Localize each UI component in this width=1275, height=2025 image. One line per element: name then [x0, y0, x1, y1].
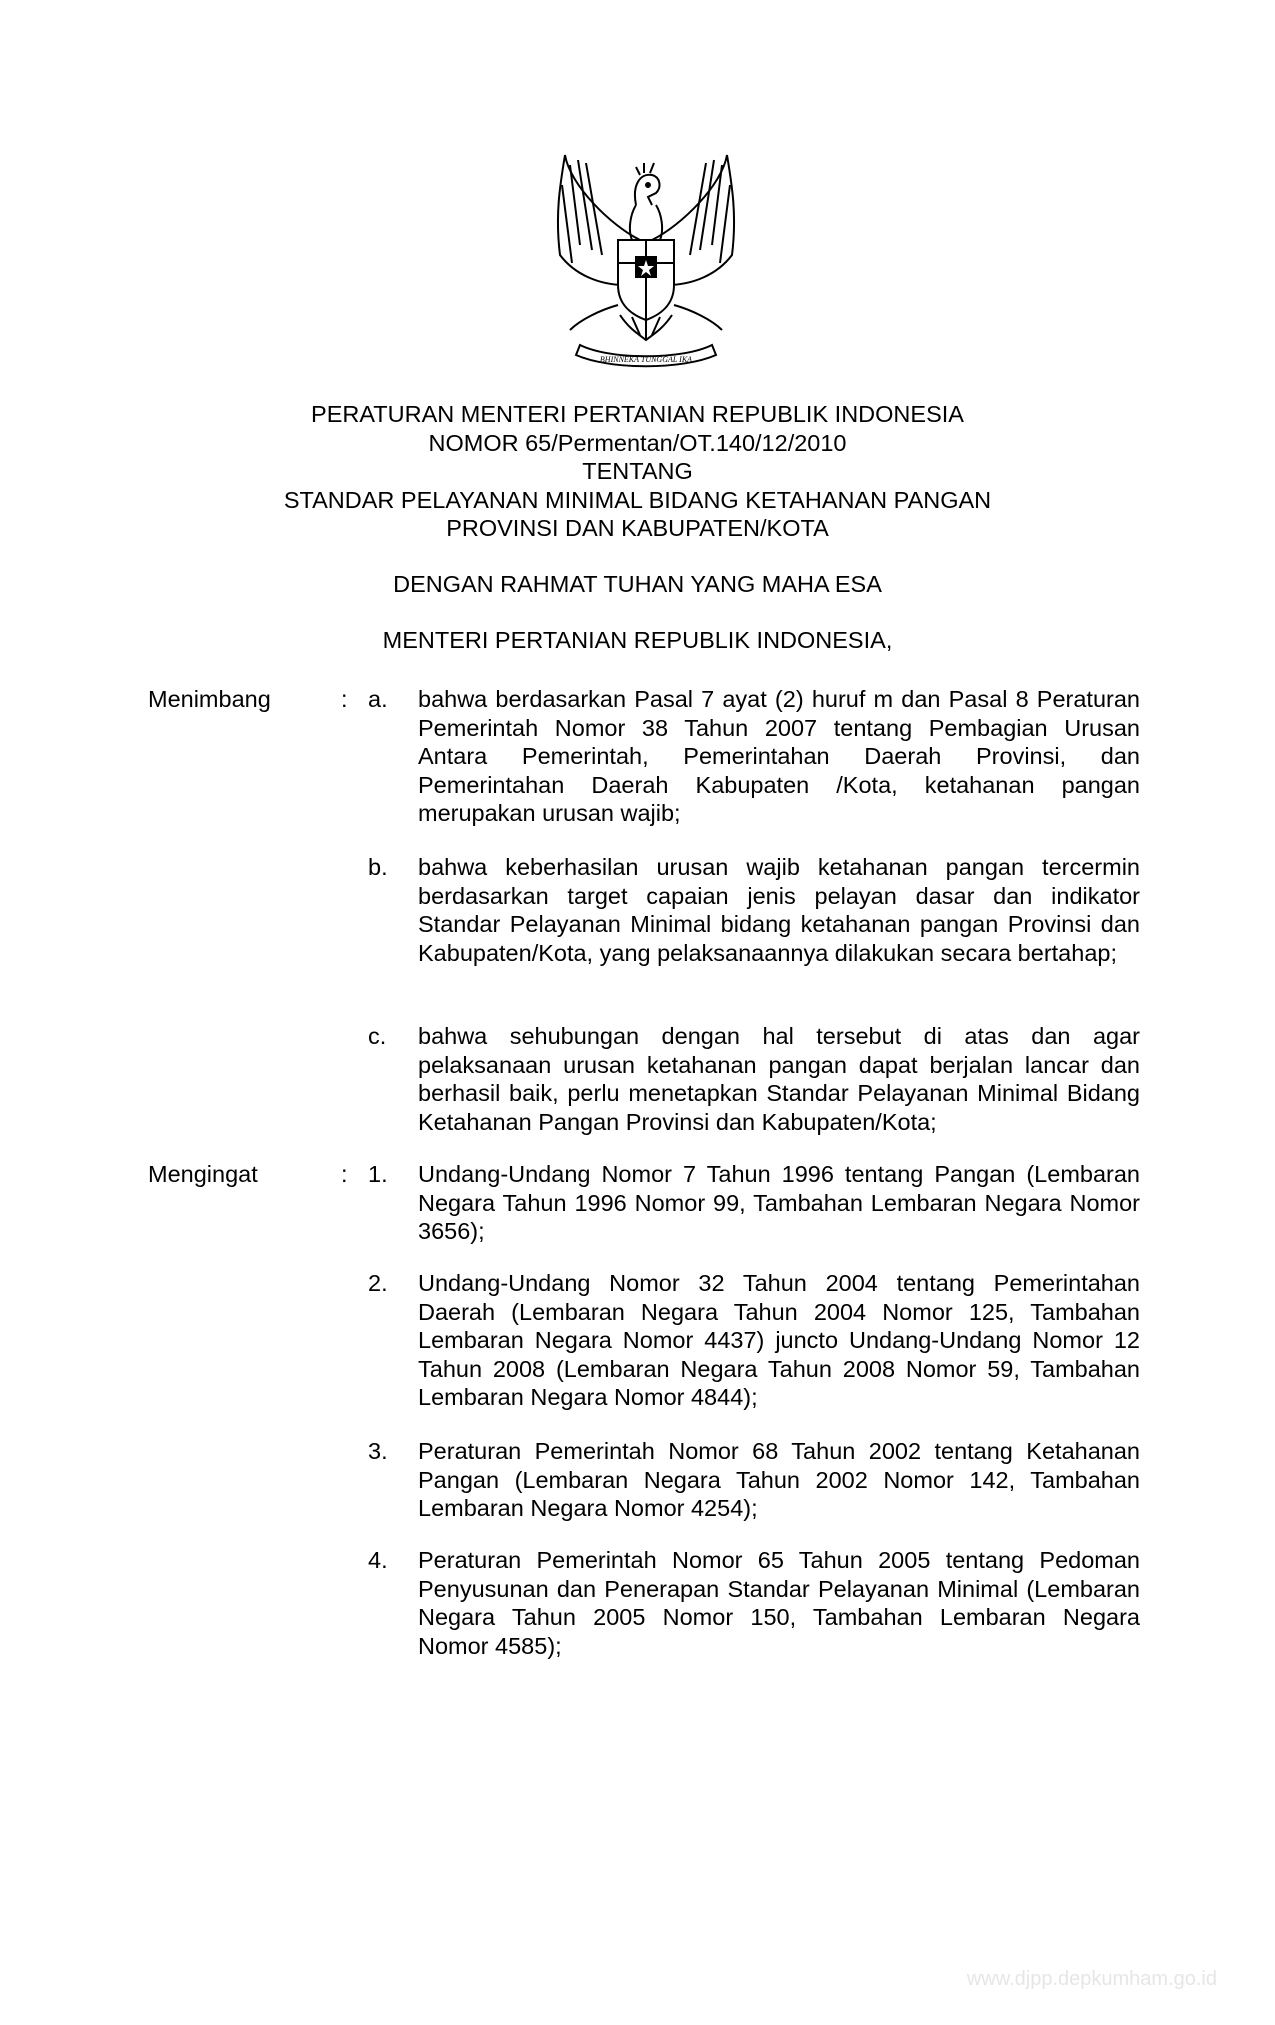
- mengingat-item-text: Peraturan Pemerintah Nomor 65 Tahun 2005 tentang Pedoman Penyusunan dan Penerapan Standar Pelayanan Minimal (Lembaran Negara Tahun 2005 Nomor 150, Tambahan Lembaran Negara Nomor 4585);: [418, 1547, 1140, 1659]
- menimbang-item-marker: a.: [368, 686, 388, 712]
- title-line-number: NOMOR 65/Permentan/OT.140/12/2010: [428, 429, 847, 456]
- menimbang-label: Menimbang: [148, 686, 271, 712]
- title-line-subject: STANDAR PELAYANAN MINIMAL BIDANG KETAHANAN PANGAN: [283, 486, 992, 513]
- title-line-regulation: PERATURAN MENTERI PERTANIAN REPUBLIK INDONESIA: [311, 401, 964, 427]
- mengingat-colon: :: [341, 1161, 348, 1187]
- emblem-motto: BHINNEKA TUNGGAL IKA: [599, 355, 693, 364]
- menimbang-colon: :: [341, 686, 348, 712]
- mengingat-item-marker: 1.: [368, 1161, 388, 1187]
- mengingat-label: Mengingat: [148, 1161, 258, 1187]
- menimbang-item-text: bahwa sehubungan dengan hal tersebut di atas dan agar pelaksanaan urusan ketahanan pangan dapat berjalan lancar dan berhasil baik, perlu menetapkan Standar Pelayanan Minimal Bidang Ketahanan Pangan Provinsi dan Kabupaten/Kota;: [418, 1023, 1140, 1135]
- menimbang-item-text: bahwa berdasarkan Pasal 7 ayat (2) huruf m dan Pasal 8 Peraturan Pemerintah Nomor 38 Tahun 2007 tentang Pembagian Urusan Antara Pemerintah, Pemerintahan Daerah Provinsi, dan Pemerintahan Daerah Kabupaten /Kota, ketahanan pangan merupakan urusan wajib;: [418, 686, 1140, 826]
- menimbang-item-text: bahwa keberhasilan urusan wajib ketahanan pangan tercermin berdasarkan target capaian jenis pelayan dasar dan indikator Standar Pelayanan Minimal bidang ketahanan pangan Provinsi dan Kabupaten/Kota, yang pelaksanaannya dilakukan secara bertahap;: [418, 854, 1140, 966]
- preamble: DENGAN RAHMAT TUHAN YANG MAHA ESA: [393, 571, 882, 597]
- title-line-scope: PROVINSI DAN KABUPATEN/KOTA: [446, 515, 829, 541]
- mengingat-item-marker: 3.: [368, 1438, 388, 1464]
- menimbang-item-marker: c.: [368, 1023, 387, 1049]
- footer-watermark-link[interactable]: www.djpp.depkumham.go.id: [966, 1968, 1217, 1990]
- mengingat-item-text: Undang-Undang Nomor 32 Tahun 2004 tentang Pemerintahan Daerah (Lembaran Negara Tahun 2004 Nomor 125, Tambahan Lembaran Negara Nomor 4437) juncto Undang-Undang Nomor 12 Tahun 2008 (Lembaran Negara Tahun 2008 Nomor 59, Tambahan Lembaran Negara Nomor 4844);: [418, 1270, 1140, 1410]
- document-title: [0, 400, 1275, 543]
- mengingat-item-text: Undang-Undang Nomor 7 Tahun 1996 tentang Pangan (Lembaran Negara Tahun 1996 Nomor 99, Tambahan Lembaran Negara Nomor 3656);: [418, 1161, 1140, 1244]
- issuer-line: MENTERI PERTANIAN REPUBLIK INDONESIA,: [382, 627, 893, 653]
- title-line-tentang: TENTANG: [582, 458, 693, 484]
- mengingat-item-marker: 4.: [368, 1547, 388, 1573]
- mengingat-item-marker: 2.: [368, 1270, 388, 1296]
- menimbang-item-marker: b.: [368, 854, 388, 880]
- garuda-emblem: [540, 145, 752, 373]
- mengingat-item-text: Peraturan Pemerintah Nomor 68 Tahun 2002 tentang Ketahanan Pangan (Lembaran Negara Tahun 2002 Nomor 142, Tambahan Lembaran Negara Nomor 4254);: [418, 1438, 1140, 1521]
